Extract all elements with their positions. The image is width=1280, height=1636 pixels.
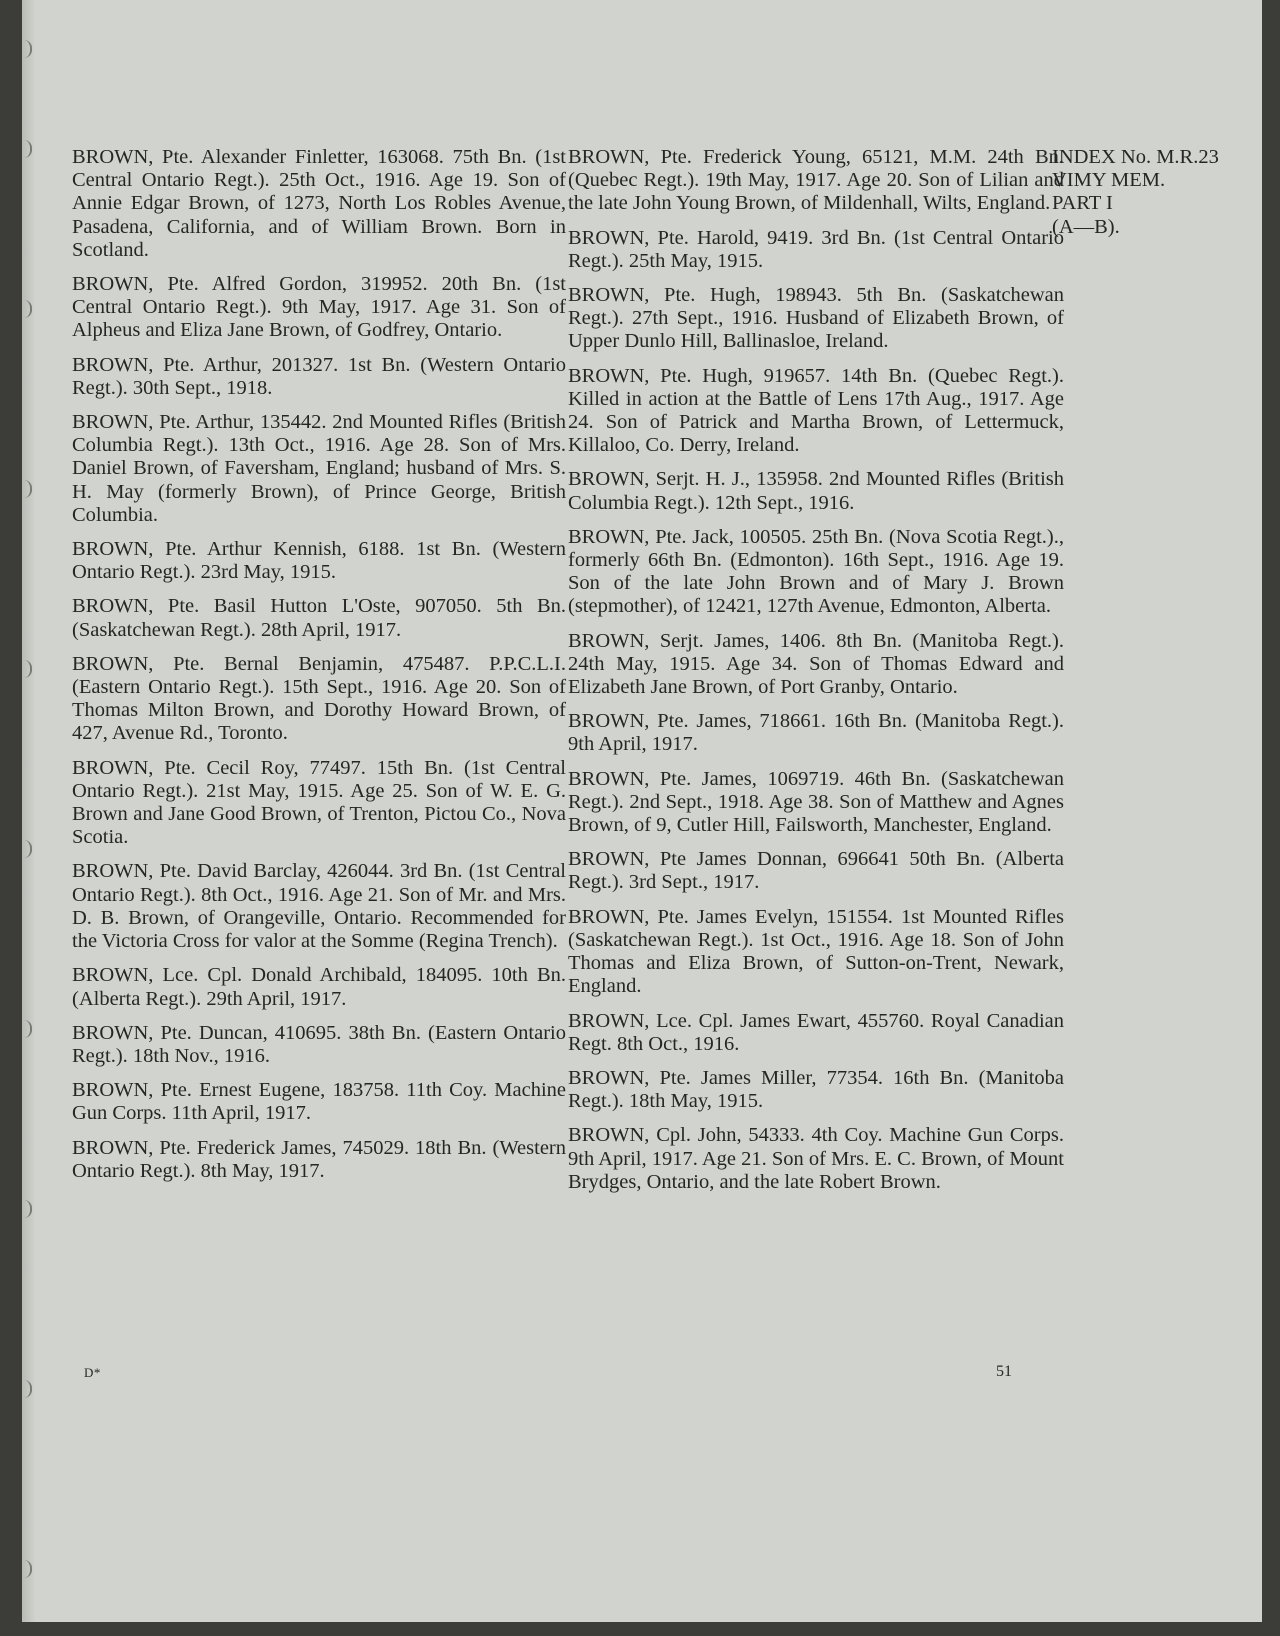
binding-stitch [24,1200,32,1218]
binding-stitch [24,40,32,58]
page-binding-edge [22,0,36,1622]
signature-mark: D* [84,1365,101,1380]
register-entry: BROWN, Pte. James Miller, 77354. 16th Bn. (Manitoba Regt.). 18th May, 1915. [568,1066,1064,1113]
register-entry: BROWN, Pte. Basil Hutton L'Oste, 907050. 5th Bn. (Saskatchewan Regt.). 28th April, 1917. [72,595,566,641]
register-entry: BROWN, Pte. Frederick Young, 65121, M.M. 24th Bn. (Quebec Regt.). 19th May, 1917. Age 20. Son of Lilian and the late John Young Brown, of Mildenhall, Wilts, England. [568,146,1064,215]
register-entry: BROWN, Pte. Arthur Kennish, 6188. 1st Bn. (Western Ontario Regt.). 23rd May, 1915. [72,538,566,584]
binding-stitch [24,480,32,498]
index-reference [1052,146,1252,239]
part-label: PART I [1052,192,1113,215]
register-entry: BROWN, Cpl. John, 54333. 4th Coy. Machine Gun Corps. 9th April, 1917. Age 21. Son of Mrs. E. C. Brown, of Mount Brydges, Ontario, and the late Robert Brown. [568,1124,1064,1193]
right-column [568,146,1064,1205]
page-number: 51 [996,1363,1012,1380]
register-entry: BROWN, Pte. Alfred Gordon, 319952. 20th Bn. (1st Central Ontario Regt.). 9th May, 1917. Age 31. Son of Alpheus and Eliza Jane Brown, of Godfrey, Ontario. [72,273,566,342]
register-entry: BROWN, Pte. Jack, 100505. 25th Bn. (Nova Scotia Regt.)., formerly 66th Bn. (Edmonton). 16th Sept., 1916. Age 19. Son of the late John Brown and of Mary J. Brown (stepmother), of 12421, 127th Avenue, Edmonton, Alberta. [568,525,1064,618]
register-entry: BROWN, Pte. Hugh, 919657. 14th Bn. (Quebec Regt.). Killed in action at the Battle of Lens 17th Aug., 1917. Age 24. Son of Patrick and Martha Brown, of Lettermuck, Killaloo, Co. Derry, Ireland. [568,364,1064,457]
register-entry: BROWN, Pte. Bernal Benjamin, 475487. P.P.C.L.I. (Eastern Ontario Regt.). 15th Sept., 1916. Age 20. Son of Thomas Milton Brown, and Dorothy Howard Brown, of 427, Avenue Rd., Toronto. [72,652,566,745]
register-entry: BROWN, Pte. Hugh, 198943. 5th Bn. (Saskatchewan Regt.). 27th Sept., 1916. Husband of Elizabeth Brown, of Upper Dunlo Hill, Ballinasloe, Ireland. [568,284,1064,353]
register-entry: BROWN, Pte. Alexander Finletter, 163068. 75th Bn. (1st Central Ontario Regt.). 25th Oct., 1916. Age 19. Son of Annie Edgar Brown, of 1273, North Los Robles Avenue, Pasadena, California, and of William Brown. Born in Scotland. [72,146,566,261]
register-entry: BROWN, Pte. Cecil Roy, 77497. 15th Bn. (1st Central Ontario Regt.). 21st May, 1915. Age 25. Son of W. E. G. Brown and Jane Good Brown, of Trenton, Pictou Co., Nova Scotia. [72,756,566,849]
binding-stitch [24,1560,32,1578]
index-number: INDEX No. M.R.23 [1052,146,1219,168]
register-entry: BROWN, Pte. Duncan, 410695. 38th Bn. (Eastern Ontario Regt.). 18th Nov., 1916. [72,1021,566,1067]
binding-stitch [24,1380,32,1398]
register-entry: BROWN, Serjt. James, 1406. 8th Bn. (Manitoba Regt.). 24th May, 1915. Age 34. Son of Thomas Edward and Elizabeth Jane Brown, of Port Granby, Ontario. [568,629,1064,699]
register-page [22,0,1262,1622]
register-entry: BROWN, Lce. Cpl. James Ewart, 455760. Royal Canadian Regt. 8th Oct., 1916. [568,1009,1064,1055]
register-entry: BROWN, Pte. Harold, 9419. 3rd Bn. (1st Central Ontario Regt.). 25th May, 1915. [568,226,1064,272]
register-entry: BROWN, Pte. James, 1069719. 46th Bn. (Saskatchewan Regt.). 2nd Sept., 1918. Age 38. Son of Matthew and Agnes Brown, of 9, Cutler Hill, Failsworth, Manchester, England. [568,767,1064,837]
register-entry: BROWN, Pte. David Barclay, 426044. 3rd Bn. (1st Central Ontario Regt.). 8th Oct., 1916. Age 21. Son of Mr. and Mrs. D. B. Brown, of Orangeville, Ontario. Recommended for the Victoria Cross for valor at the Somme (Regina Trench). [72,860,566,953]
memorial-name: VIMY MEM. [1052,169,1166,192]
binding-stitch [24,1020,32,1038]
register-entry: BROWN, Serjt. H. J., 135958. 2nd Mounted Rifles (British Columbia Regt.). 12th Sept., 1916. [568,468,1064,514]
register-entry: BROWN, Pte. Arthur, 201327. 1st Bn. (Western Ontario Regt.). 30th Sept., 1918. [72,353,566,399]
register-entry: BROWN, Pte James Donnan, 696641 50th Bn. (Alberta Regt.). 3rd Sept., 1917. [568,848,1064,894]
left-column [72,146,566,1194]
letter-range: (A—B). [1052,215,1120,238]
binding-stitch [24,660,32,678]
register-entry: BROWN, Pte. Frederick James, 745029. 18th Bn. (Western Ontario Regt.). 8th May, 1917. [72,1136,566,1182]
binding-stitch [24,140,32,158]
register-entry: BROWN, Pte. Arthur, 135442. 2nd Mounted Rifles (British Columbia Regt.). 13th Oct., 1916. Age 28. Son of Mrs. Daniel Brown, of Faversham, England; husband of Mrs. S. H. May (formerly Brown), of Prince George, British Columbia. [72,411,566,526]
register-entry: BROWN, Pte. James Evelyn, 151554. 1st Mounted Rifles (Saskatchewan Regt.). 1st Oct., 1916. Age 18. Son of John Thomas and Eliza Brown, of Sutton-on-Trent, Newark, England. [568,905,1064,998]
register-entry: BROWN, Pte. Ernest Eugene, 183758. 11th Coy. Machine Gun Corps. 11th April, 1917. [72,1079,566,1125]
register-entry: BROWN, Lce. Cpl. Donald Archibald, 184095. 10th Bn. (Alberta Regt.). 29th April, 1917. [72,964,566,1010]
binding-stitch [24,300,32,318]
binding-stitch [24,840,32,858]
register-entry: BROWN, Pte. James, 718661. 16th Bn. (Manitoba Regt.). 9th April, 1917. [568,710,1064,756]
